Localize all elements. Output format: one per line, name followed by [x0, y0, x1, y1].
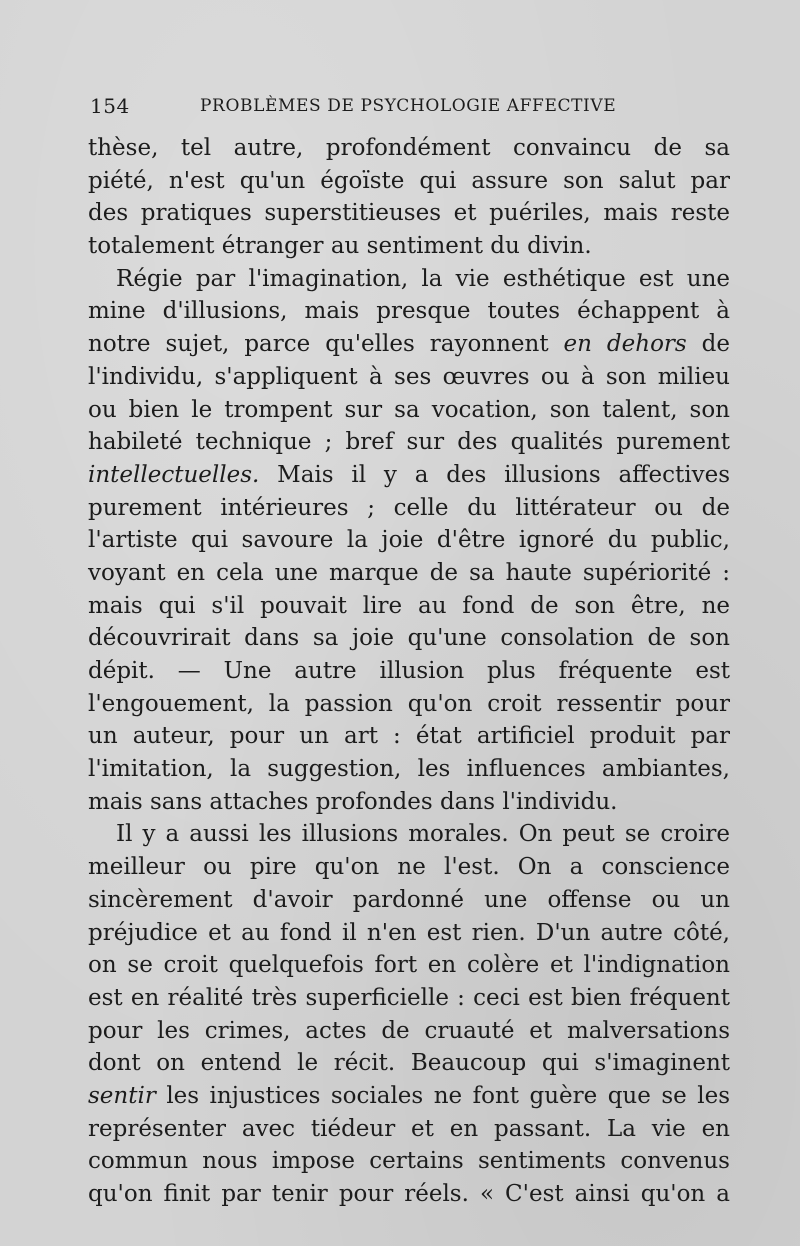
text-line: l'artiste qui savoure la joie d'être ignoré du public,: [88, 527, 730, 554]
text-line: purement intérieures ; celle du littérateur ou de: [88, 494, 730, 521]
text-line: dont on entend le récit. Beaucoup qui s'imaginent: [88, 1050, 730, 1077]
text-segment: Mais il y a des illusions affectives: [277, 461, 731, 488]
text-line: préjudice et au fond il n'en est rien. D'un autre côté,: [88, 919, 730, 946]
running-head: PROBLÈMES DE PSYCHOLOGIE AFFECTIVE: [200, 96, 617, 116]
text-line: Il y a aussi les illusions morales. On peut se croire: [116, 821, 730, 848]
text-line: représenter avec tiédeur et en passant. La vie en: [88, 1115, 730, 1142]
page-number: 154: [90, 94, 130, 118]
text-line: l'engouement, la passion qu'on croit ressentir pour: [88, 690, 730, 717]
text-line: meilleur ou pire qu'on ne l'est. On a conscience: [88, 854, 730, 881]
text-line: qu'on finit par tenir pour réels. « C'est ainsi qu'on a: [88, 1181, 730, 1207]
text-line: un auteur, pour un art : état artificiel produit par: [88, 723, 730, 750]
text-line: piété, n'est qu'un égoïste qui assure son salut par: [88, 167, 730, 194]
text-line: mais sans attaches profondes dans l'individu.: [88, 788, 618, 815]
text-line: mais qui s'il pouvait lire au fond de son être, ne: [88, 592, 730, 619]
text-line: découvrirait dans sa joie qu'une consolation de son: [88, 625, 730, 652]
text-line: dépit. — Une autre illusion plus fréquente est: [88, 658, 730, 684]
text-segment: notre sujet, parce qu'elles rayonnent: [88, 331, 549, 358]
body-text: [88, 132, 730, 1211]
text-line: totalement étranger au sentiment du divin.: [88, 233, 592, 260]
text-segment: de: [701, 331, 731, 358]
text-line: sincèrement d'avoir pardonné une offense ou un: [88, 886, 730, 913]
text-line: Régie par l'imagination, la vie esthétique est une: [116, 265, 730, 292]
text-line: ou bien le trompent sur sa vocation, son talent, son: [88, 396, 730, 423]
text-line: est en réalité très superficielle : ceci est bien fréquent: [88, 984, 730, 1011]
text-line: thèse, tel autre, profondément convaincu de sa: [88, 135, 730, 161]
italic-text: en dehors: [563, 331, 687, 358]
text-line: [88, 1080, 730, 1113]
page-header: [90, 94, 730, 120]
text-line: pour les crimes, actes de cruauté et malversations: [88, 1017, 730, 1044]
text-line: l'imitation, la suggestion, les influences ambiantes,: [88, 756, 730, 783]
text-line: on se croit quelquefois fort en colère et l'indignation: [88, 952, 730, 979]
text-line: commun nous impose certains sentiments convenus: [88, 1148, 730, 1175]
text-segment: les injustices sociales ne font guère que se les: [166, 1082, 730, 1109]
italic-text: sentir: [88, 1082, 156, 1109]
text-line: l'individu, s'appliquent à ses œuvres ou à son milieu: [88, 363, 730, 390]
text-line: mine d'illusions, mais presque toutes échappent à: [88, 298, 730, 325]
italic-text: intellectuelles.: [88, 461, 260, 488]
text-line: habileté technique ; bref sur des qualités purement: [88, 429, 730, 456]
text-line: [88, 459, 730, 492]
text-line: [88, 328, 730, 361]
text-line: voyant en cela une marque de sa haute supériorité :: [88, 559, 730, 586]
text-line: des pratiques superstitieuses et puériles, mais reste: [88, 200, 730, 227]
